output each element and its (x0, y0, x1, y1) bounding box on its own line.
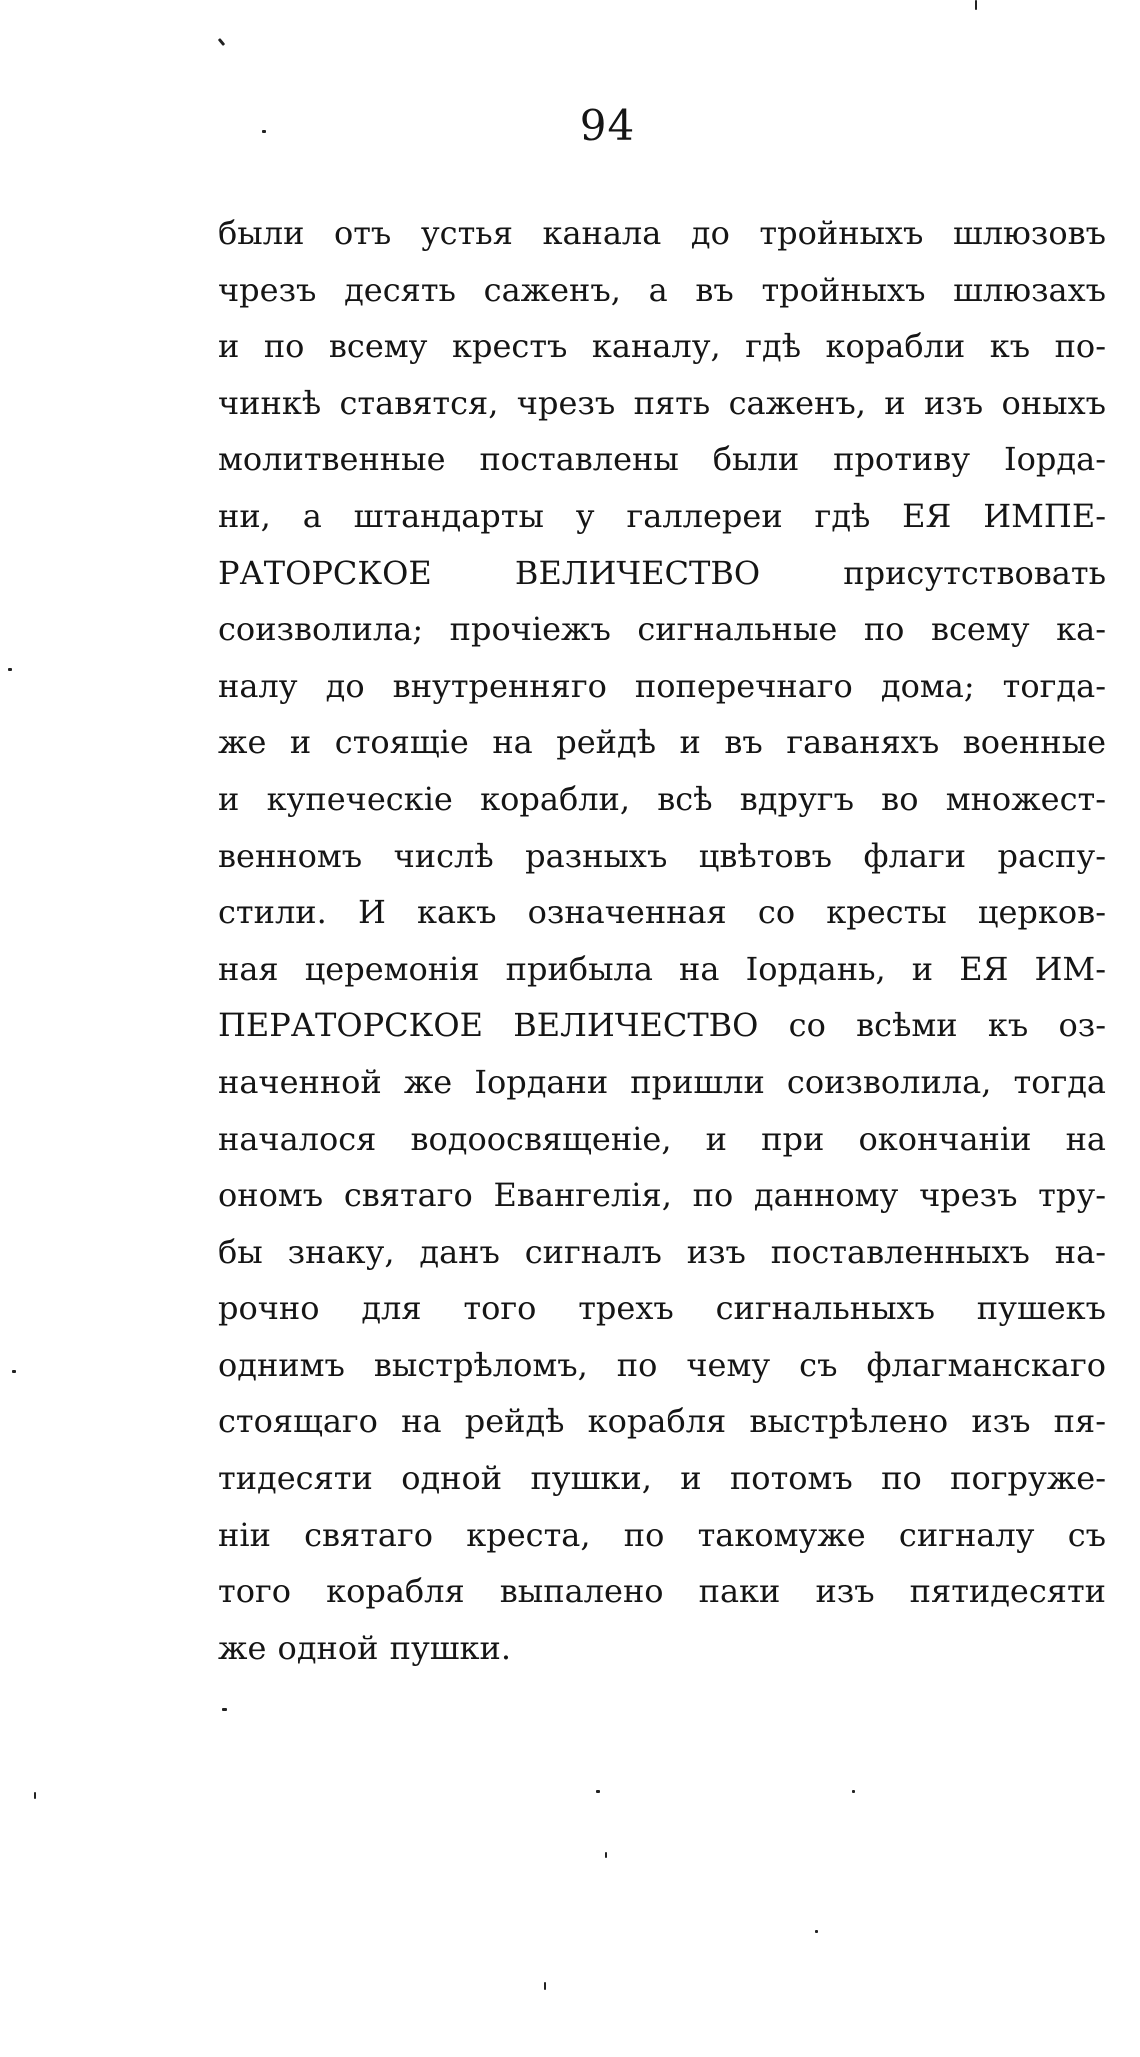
text-line: ная церемонія прибыла на Іордань, и ЕЯ ИМ- (218, 949, 1106, 988)
text-line: стоящаго на рейдѣ корабля выстрѣлено изъ пя- (218, 1402, 1106, 1441)
scan-speck (8, 668, 12, 671)
text-line: тидесяти одной пушки, и потомъ по погруже- (218, 1459, 1106, 1498)
text-line: чрезъ десять саженъ, а въ тройныхъ шлюзахъ (218, 270, 1106, 309)
scan-speck (975, 0, 977, 10)
text-line: и по всему крестъ каналу, гдѣ корабли къ по- (218, 327, 1106, 366)
page-number: 94 (579, 101, 636, 150)
body-text (218, 205, 1106, 1676)
text-line: ПЕРАТОРСКОЕ ВЕЛИЧЕСТВО со всѣми къ оз- (218, 1006, 1106, 1045)
text-line: ономъ святаго Евангелія, по данному чрезъ тру- (218, 1176, 1106, 1215)
text-line: ніи святаго креста, по такомуже сигналу съ (218, 1515, 1106, 1554)
scan-speck (605, 1852, 607, 1858)
text-line: и купеческіе корабли, всѣ вдругъ во множест- (218, 779, 1106, 818)
scan-speck (852, 1790, 855, 1793)
text-line: же одной пушки. (218, 1628, 512, 1667)
scan-speck (218, 38, 225, 46)
text-line: налу до внутренняго поперечнаго дома; тогда- (218, 666, 1106, 705)
scan-speck (815, 1930, 818, 1933)
text-line: молитвенные поставлены были противу Іорда- (218, 440, 1106, 479)
text-line: соизволила; прочіежъ сигнальные по всему ка- (218, 610, 1106, 649)
text-line: РАТОРСКОЕ ВЕЛИЧЕСТВО присутствовать (218, 553, 1106, 592)
text-line: венномъ числѣ разныхъ цвѣтовъ флаги распу- (218, 836, 1106, 875)
text-line: того корабля выпалено паки изъ пятидесяти (218, 1572, 1106, 1611)
text-line: рочно для того трехъ сигнальныхъ пушекъ (218, 1289, 1106, 1328)
text-line: ни, а штандарты у галлереи гдѣ ЕЯ ИМПЕ- (218, 496, 1106, 535)
text-line: началося водоосвященіе, и при окончаніи на (218, 1119, 1106, 1158)
text-line: наченной же Іордани пришли соизволила, тогда (218, 1062, 1106, 1101)
text-line: однимъ выстрѣломъ, по чему съ флагманскаго (218, 1345, 1106, 1384)
text-line: чинкѣ ставятся, чрезъ пять саженъ, и изъ оныхъ (218, 383, 1106, 422)
scan-speck (544, 1982, 546, 1990)
scan-speck (34, 1792, 36, 1799)
text-line: же и стоящіе на рейдѣ и въ гаваняхъ военные (218, 723, 1106, 762)
text-line: были отъ устья канала до тройныхъ шлюзовъ (218, 214, 1106, 252)
scan-speck (222, 1708, 227, 1711)
text-line: бы знаку, данъ сигналъ изъ поставленныхъ на- (218, 1232, 1106, 1271)
text-line: стили. И какъ означенная со кресты церков- (218, 893, 1106, 932)
scan-speck (262, 130, 266, 133)
scan-speck (12, 1370, 16, 1373)
scan-speck (596, 1790, 600, 1793)
